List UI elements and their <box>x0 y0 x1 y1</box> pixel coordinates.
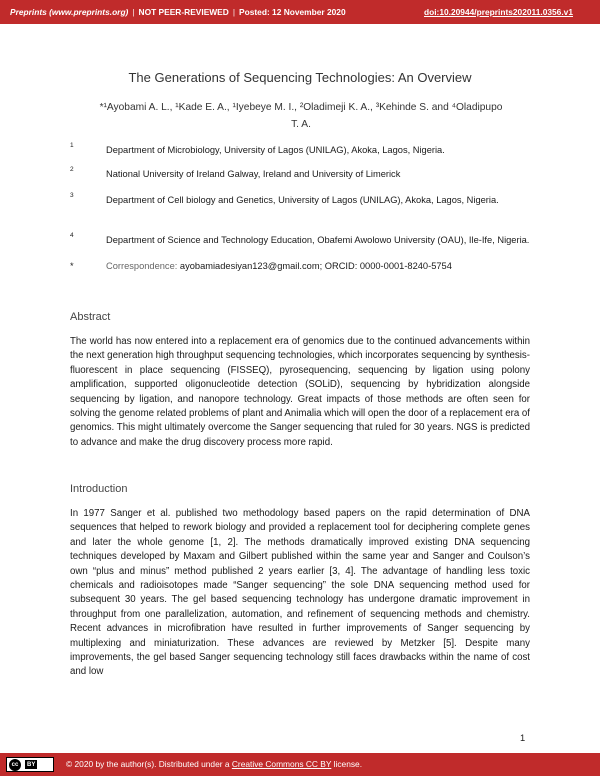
affiliation-number: 4 <box>70 232 74 239</box>
preprints-site-link[interactable]: Preprints (www.preprints.org) <box>10 7 129 17</box>
license-link[interactable]: Creative Commons CC BY <box>231 759 332 769</box>
affiliation-text: Department of Science and Technology Education, Obafemi Awolowo University (OAU), Ile-Ife, Nigeria. <box>106 235 530 245</box>
posted-date: Posted: 12 November 2020 <box>239 7 346 17</box>
affiliation-2 <box>70 167 532 181</box>
by-label: BY <box>27 761 36 768</box>
affiliation-text: Department of Microbiology, University of Lagos (UNILAG), Akoka, Lagos, Nigeria. <box>106 145 445 155</box>
affiliation-4 <box>70 233 532 247</box>
doi-link[interactable]: doi:10.20944/preprints202011.0356.v1 <box>424 7 573 17</box>
authors-line-1: *¹Ayobami A. L., ¹Kade E. A., ¹Iyebeye M. I., ²Oladimeji K. A., ³Kehinde S. and ⁴Oladipupo <box>99 102 503 113</box>
paper-title: The Generations of Sequencing Technologies: An Overview <box>128 70 472 85</box>
affiliation-number: 3 <box>70 192 74 199</box>
affiliation-text: National University of Ireland Galway, Ireland and University of Limerick <box>106 169 401 179</box>
header-left <box>10 7 346 17</box>
authors-line-2: T. A. <box>291 119 311 130</box>
abstract-heading: Abstract <box>70 311 111 323</box>
affiliation-1 <box>70 143 532 157</box>
peer-review-status: NOT PEER-REVIEWED <box>138 7 229 17</box>
correspondence-line <box>106 261 452 271</box>
affiliation-3 <box>70 193 532 207</box>
creative-commons-icon: cc <box>9 759 21 771</box>
preprint-header-bar <box>0 0 600 24</box>
correspondence-marker: * <box>70 261 74 271</box>
license-suffix: license. <box>331 759 363 769</box>
introduction-text: In 1977 Sanger et al. published two methodology based papers on the rapid determination of DNA sequences that helped to rework biology and provided a replacement tool for deciphering complete genes and later the whole genome [1, 2]. The methods dramatically improved existing DNA sequencing techniques developed by Maxam and Gilbert published within the same year and Sanger and Coulson’s own “plus and minus” method published 2 years earlier [3, 4]. The advantage of handling less toxic chemicals and radioisotopes made “Sanger sequencing” the sole DNA sequencing method used for subsequent 30 years. The gel based sequencing technology has undergone dramatic improvement in throughput from one parallelization, automation, and refinement of sequencing methods and chemistry. Recent advances in microfibration have resulted in further improvements of Sanger sequencing by multiplexing and miniaturization. These advances are reviewed by Metzker [5]. Despite many improvements, the gel based Sanger sequencing technology still faces drawbacks within the name of cost and low <box>70 508 530 678</box>
copyright-text: © 2020 by the author(s). Distributed under a <box>66 759 232 769</box>
separator: | <box>232 7 236 17</box>
correspondence-contact: ayobamiadesiyan123@gmail.com; ORCID: 0000-0001-8240-5754 <box>177 261 452 271</box>
correspondence-label: Correspondence: <box>106 261 178 271</box>
license-footer-bar <box>0 753 600 776</box>
cc-by-badge[interactable] <box>6 757 54 772</box>
separator: | <box>132 7 135 17</box>
author-list <box>66 99 536 133</box>
abstract-text: The world has now entered into a replacement era of genomics due to the continued advancements within the next generation high throughput sequencing technologies, which incorporates sequencing by synthesis-fluorescent in place sequencing (FISSEQ), pyrosequencing, sequencing by ligation using polony amplification, supported oligonucleotide detection (SOLiD), sequencing by hybridization alongside sequencing by ligation, and nanopore technology. Great impacts of those methods are often seen for solving the genome related problems of plant and Animalia which will open the door of a replacement era of genomics. This might ultimately overcome the Sanger sequencing that ruled for 30 years. NGS is predicted to advance and make the drug discovery process more rapid. <box>70 336 530 448</box>
affiliation-text: Department of Cell biology and Genetics, University of Lagos (UNILAG), Akoka, Lagos, Nigeria. <box>106 195 499 205</box>
introduction-heading: Introduction <box>70 483 128 495</box>
page-number: 1 <box>520 733 526 743</box>
license-statement <box>66 759 362 769</box>
affiliation-number: 1 <box>70 142 74 149</box>
affiliation-number: 2 <box>70 166 74 173</box>
